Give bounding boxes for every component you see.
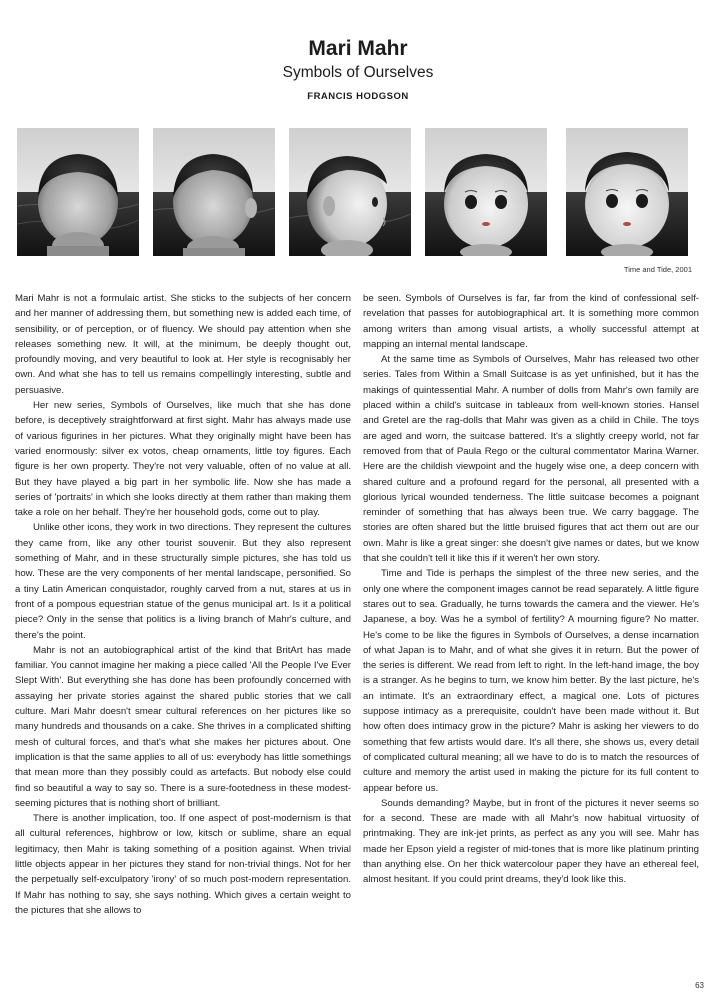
paragraph: Time and Tide is perhaps the simplest of the three new series, and the only one where the component images cannot be read separately. A little figure stares out to sea. Gradually, he turns towards the camera and the viewer. He's Japanese, a boy. Was he a symbol of fertility? A mourning figure? No matter. He's come to be like the figures in Symbols of Ourselves, a dense incarnation of what Japan is to Mahr, and of what she gives it in return. But the power of the series is different. We read from left to right. In the left-hand image, the boy is a stranger. As he begins to turn, we know him better. By the last picture, he's an intimate. It's an extraordinary effect, a magical one. Lots of pictures suppose intimacy as a prerequisite, couldn't have been made without it. But how often does intimacy grow in the picture? Mahr is asking her viewers to do something that few artists would dare. It's all there, she shows us, every detail of complicated cultural meaning; all we have to do is to match the resources of culture and memory the artist used in making the picture for its full content to appear before us. <box>363 568 699 794</box>
doll-face-front-photo <box>566 128 688 256</box>
paragraph: be seen. Symbols of Ourselves is far, far from the kind of confessional self-revelation that passes for autobiographical art. It is something more common among writers than among visual artists, a wholly successful attempt at mapping an internal mental landscape. <box>363 293 699 350</box>
right-column <box>363 291 699 888</box>
doll-head-back-photo <box>17 128 139 256</box>
paragraph: Sounds demanding? Maybe, but in front of the pictures it never seems so for a second. These are made with all Mahr's now habitual virtuosity of printmaking. They are ink-jet prints, as perfect as any you will see. Mahr has made her Epson yield a register of mid-tones that is more like platinum printing than anything else. On her thick watercolour paper they have an ethereal feel, almost hesitant. If you could print dreams, they'd look like this. <box>363 797 699 886</box>
paragraph: There is another implication, too. If one aspect of post-modernism is that all cultural references, highbrow or low, kitsch or sublime, share an equal legitimacy, then Mahr is taking something of a position against. When trivial little objects appear in her pictures they stand for non-trivial things. Not for her the perpetually self-exculpatory 'irony' of so much post-modern representation. If Mahr has nothing to say, she says nothing. Which gives a certain weight to the pictures that she allows to <box>15 813 351 916</box>
photo-caption: Time and Tide, 2001 <box>623 265 692 274</box>
photo-sequence <box>17 128 697 258</box>
paragraph: Mahr is not an autobiographical artist of the kind that BritArt has made familiar. You cannot imagine her making a piece called 'All the People I've Ever Slept With'. But everything she has done has been profoundly concerned with assaying her private stories against the shared public stories that we call culture. Mari Mahr doesn't smear cultural references on her pictures like so many hundreds and thousands on a cake. She thrives in a complicated shifting mesh of cultural forces, and that's what she makes her pictures about. One implication is that the same applies to all of us: everybody has little somethings that mean more than they possibly could as artefacts. But nobody else could find so beautiful a way to say so. There is a sure-footedness in these modest-seeming pictures that is nothing short of brilliant. <box>15 644 351 809</box>
paragraph: Unlike other icons, they work in two directions. They represent the cultures they came from, like any other tourist souvenir. But they also represent something of Mahr, and in these structurally simple pictures, she has told us how. These are the very components of her mental landscape, personified. So a tiny Latin American conquistador, roughly carved from a nut, stares at us in front of a pompous equestrian statue of the genus municipal art. Is it a political piece? Only in the sense that politics is a living branch of Mahr's culture, and there's the point. <box>15 522 351 641</box>
article-author: FRANCIS HODGSON <box>307 91 409 102</box>
article-header <box>0 36 716 102</box>
left-column <box>15 291 351 918</box>
paragraph: Mari Mahr is not a formulaic artist. She sticks to the subjects of her concern and her manner of addressing them, but something new is added each time, of sensibility, or of perception, or of fluency. We should pay attention when she releases something new. It will, at the minimum, be deeply thought out, profoundly moving, and very beautiful to look at. Her style is recognisably her own. And what she has to tell us remains compellingly interesting, subtle and persuasive. <box>15 293 351 396</box>
page-number: 63 <box>695 981 704 990</box>
article-title: Mari Mahr <box>308 37 408 60</box>
paragraph: Her new series, Symbols of Ourselves, like much that she has done before, is deceptively straightforward at first sight. Mahr has always made use of various figurines in her pictures. What they originally might have been has varied enormously: silver ex votos, cheap ornaments, little toy figures. Each figure is her own property. They're not very valuable, often of no value at all. But they have played a big part in her symbolic life. Now she has made a series of 'portraits' in which she looks directly at them rather than making them take a role on her behalf. They're her household gods, come out to play. <box>15 400 351 519</box>
paragraph: At the same time as Symbols of Ourselves, Mahr has released two other series. Tales from Within a Small Suitcase is as yet unfinished, but it has the makings of quintessential Mahr. A number of dolls from Mahr's own family are placed within a child's suitcase in tableaux from well-known stories. Hansel and Gretel are the rag-dolls that Mahr was given as a child in Chile. The toys are aged and worn, the suitcase battered. It's a slightly creepy world, not far removed from that of Paula Rego or the cultural commentator Marina Warner. Here are the childish viewpoint and the hugely wise one, a deep concern with shared culture and a profound regard for the personal, all presented with a glorious lyrical wounded tenderness. The little suitcase becomes a poignant reminder of something that has always been true. We carry baggage. The stories are often shared but the little bruised figures that act them out are our own. Mahr is like a great singer: she doesn't give names or dates, but we know that she couldn't tell it like this if it weren't her own story. <box>363 354 699 565</box>
doll-head-back-turning-photo <box>153 128 275 256</box>
doll-head-profile-photo <box>289 128 411 256</box>
article-subtitle: Symbols of Ourselves <box>282 64 434 81</box>
doll-face-three-quarter-photo <box>425 128 547 256</box>
